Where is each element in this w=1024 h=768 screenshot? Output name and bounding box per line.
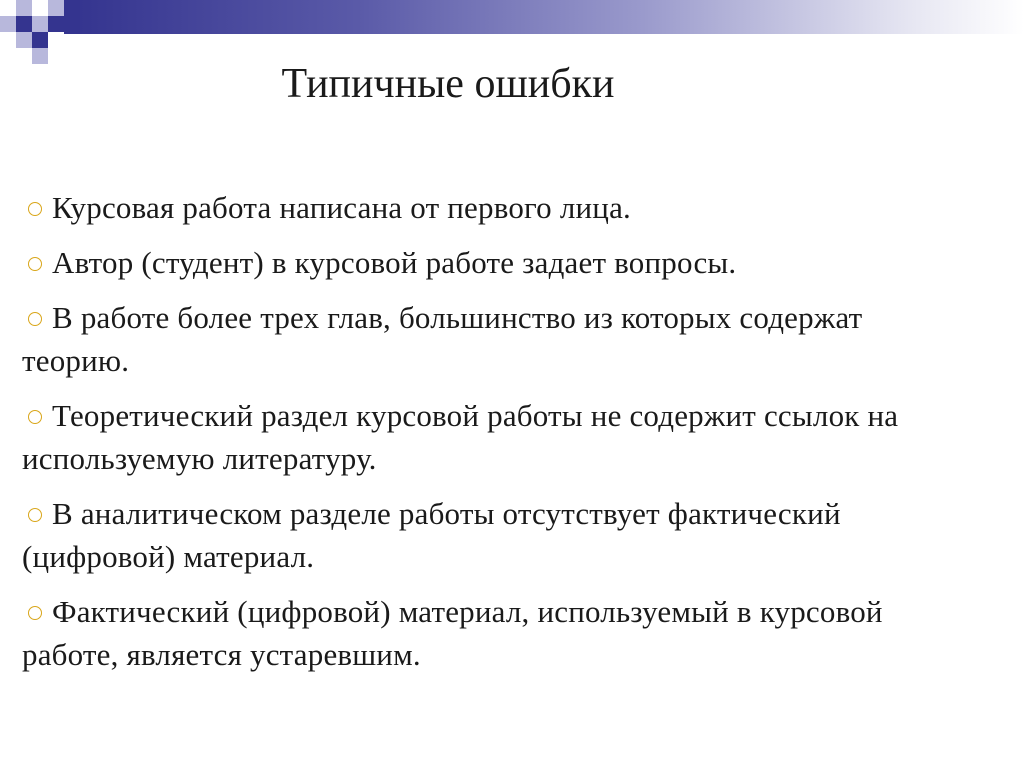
bullet-item [22,492,972,578]
bullet-item [22,241,972,284]
header-gradient-band [72,0,1024,34]
bullet-text: В работе более трех глав, большинство из которых содержат теорию. [22,300,863,378]
bullet-text: Фактический (цифровой) материал, используемый в курсовой работе, является устаревшим. [22,594,883,672]
decorative-squares [0,0,80,64]
bullet-text: Автор (студент) в курсовой работе задает вопросы. [52,245,737,280]
slide-title: Типичные ошибки [281,61,615,107]
bullet-item [22,590,972,676]
circle-bullet-icon [28,606,42,620]
circle-bullet-icon [28,202,42,216]
circle-bullet-icon [28,508,42,522]
bullet-item [22,186,972,229]
circle-bullet-icon [28,257,42,271]
bullet-text: В аналитическом разделе работы отсутствует фактический (цифровой) материал. [22,496,841,574]
bullet-list [22,186,972,688]
bullet-item [22,296,972,382]
circle-bullet-icon [28,312,42,326]
circle-bullet-icon [28,410,42,424]
bullet-text: Курсовая работа написана от первого лица. [52,190,631,225]
bullet-text: Теоретический раздел курсовой работы не содержит ссылок на используемую литературу. [22,398,899,476]
bullet-item [22,394,972,480]
